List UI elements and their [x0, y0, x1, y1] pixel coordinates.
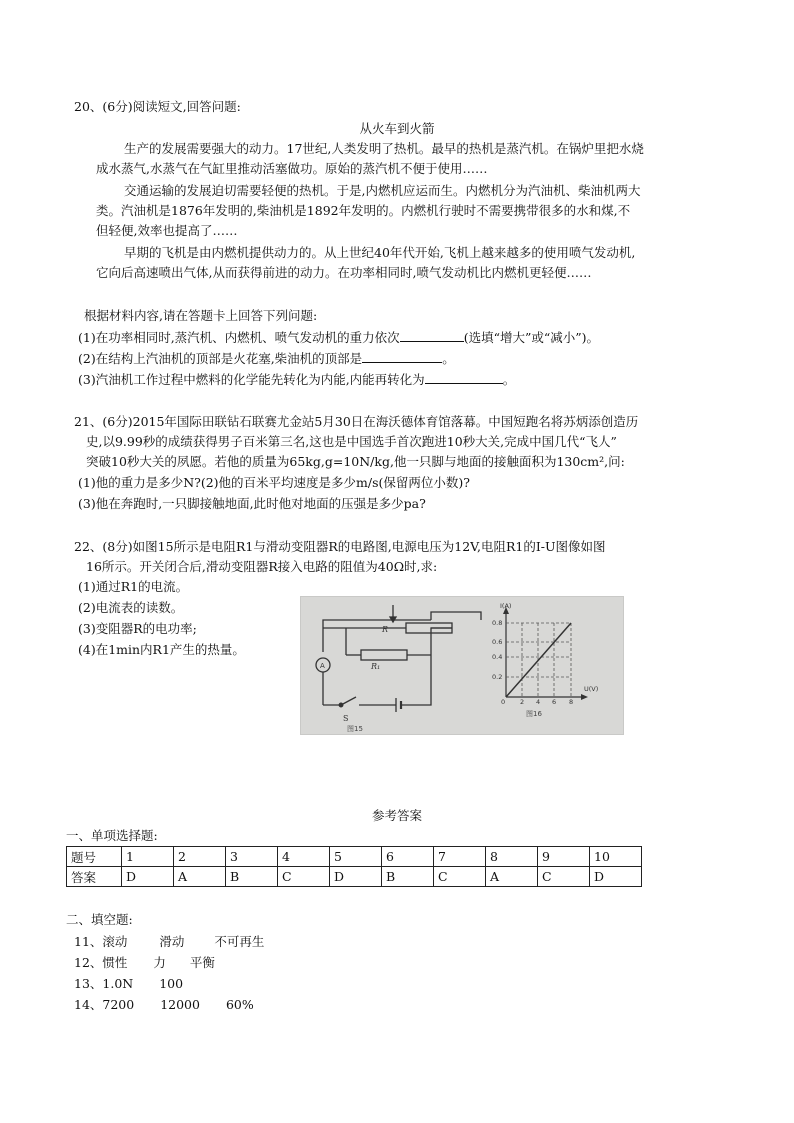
- answer-12: [74, 953, 215, 973]
- slider-arrow-head: [390, 617, 396, 622]
- q22-sub2: (2)电流表的读数。: [78, 600, 184, 615]
- iu-graph: [503, 607, 588, 700]
- section1-heading: 一、单项选择题:: [66, 828, 158, 843]
- graph-labels: [492, 602, 598, 706]
- table-cell: 7: [434, 847, 486, 867]
- q20-sub3-blank: [425, 369, 503, 384]
- q20-sub2: [78, 348, 455, 369]
- q20-instruction: 根据材料内容,请在答题卡上回答下列问题:: [84, 308, 318, 323]
- table-cell: 1: [122, 847, 174, 867]
- table-row-answers: [67, 867, 642, 887]
- x-tick-8: 8: [569, 698, 574, 706]
- answer-12-c: 平衡: [189, 955, 215, 970]
- q20-sub1-text: (1)在功率相同时,蒸汽机、内燃机、喷气发动机的重力依次: [78, 330, 400, 345]
- q20-para2-line1: 交通运输的发展迫切需要轻便的热机。于是,内燃机应运而生。内燃机分为汽油机、柴油机两大: [124, 183, 641, 198]
- label-r: R: [382, 625, 389, 634]
- answer-14-b: 12000: [160, 997, 200, 1012]
- q20-sub3-suffix: 。: [502, 372, 516, 387]
- fig15-caption: 图15: [347, 725, 363, 733]
- x-tick-4: 4: [536, 698, 541, 706]
- circuit-diagram: [316, 605, 481, 712]
- table-cell: 10: [590, 847, 642, 867]
- q21-line5: (3)他在奔跑时,一只脚接触地面,此时他对地面的压强是多少pa?: [78, 496, 426, 511]
- section2-heading: 二、填空题:: [66, 912, 133, 927]
- q20-article-title: 从火车到火箭: [359, 121, 435, 136]
- x-axis-arrow: [581, 694, 588, 700]
- table-cell: B: [382, 867, 434, 887]
- q20-para2-line2: 类。汽油机是1876年发明的,柴油机是1892年发明的。内燃机行驶时不需要携带很多的水和煤,不: [96, 203, 631, 218]
- q20-para1-line2: 成水蒸气,水蒸气在气缸里推动活塞做功。原始的蒸汽机不便于使用……: [96, 161, 488, 176]
- y-tick-0.8: 0.8: [492, 619, 503, 627]
- switch-pivot: [339, 703, 343, 707]
- q20-sub1-suffix: (选填“增大”或“减小”)。: [463, 330, 600, 345]
- table-cell: D: [590, 867, 642, 887]
- table-cell: 4: [278, 847, 330, 867]
- answer-11-b: 滑动: [159, 934, 185, 949]
- q20-sub2-text: (2)在结构上汽油机的顶部是火花塞,柴油机的顶部是: [78, 351, 363, 366]
- table-cell: 5: [330, 847, 382, 867]
- q21-line1: 21、(6分)2015年国际田联钻石联赛尤金站5月30日在海沃德体育馆落幕。中国短跑名将苏炳添创造历: [74, 414, 639, 429]
- q22-sub1: (1)通过R1的电流。: [78, 579, 189, 594]
- iu-line: [506, 623, 571, 697]
- answer-13: [74, 974, 183, 994]
- table-cell: 题号: [67, 847, 122, 867]
- table-cell: B: [226, 867, 278, 887]
- q20-para3-line2: 它向后高速喷出气体,从而获得前进的动力。在功率相同时,喷气发动机比内燃机更轻便……: [96, 265, 592, 280]
- table-cell: A: [486, 867, 538, 887]
- table-cell: 8: [486, 847, 538, 867]
- q20-sub3-text: (3)汽油机工作过程中燃料的化学能先转化为内能,内能再转化为: [78, 372, 425, 387]
- x-tick-2: 2: [520, 698, 525, 706]
- table-cell: C: [538, 867, 590, 887]
- q21-line4: (1)他的重力是多少N?(2)他的百米平均速度是多少m/s(保留两位小数)?: [78, 475, 470, 490]
- q20-sub1: [78, 327, 599, 348]
- wire-top-left: [323, 620, 431, 652]
- table-cell: 2: [174, 847, 226, 867]
- table-cell: D: [122, 867, 174, 887]
- fig16-caption: 图16: [526, 710, 542, 718]
- q22-line2: 16所示。开关闭合后,滑动变阻器R接入电路的阻值为40Ω时,求:: [86, 559, 438, 574]
- q22-line1: 22、(8分)如图15所示是电阻R1与滑动变阻器R的电路图,电源电压为12V,电阻R1的I-U图像如图: [74, 539, 606, 554]
- resistor-r1: [361, 650, 407, 660]
- table-cell: A: [174, 867, 226, 887]
- answer-13-b: 100: [159, 976, 184, 991]
- switch-lever: [341, 697, 356, 705]
- q21-line2: 史,以9.99秒的成绩获得男子百米第三名,这也是中国选手首次跑进10秒大关,完成中国几代“飞人”: [86, 434, 617, 449]
- wire-right-bottom: [401, 655, 431, 705]
- y-tick-0.2: 0.2: [492, 673, 503, 681]
- figure-svg: [301, 597, 623, 734]
- answer-14-c: 60%: [225, 997, 254, 1012]
- answer-12-b: 力: [153, 955, 166, 970]
- table-cell: 9: [538, 847, 590, 867]
- q20-header: 20、(6分)阅读短文,回答问题:: [74, 99, 241, 114]
- q22-sub3: (3)变阻器R的电功率;: [78, 621, 197, 636]
- table-cell: C: [434, 867, 486, 887]
- x-axis-label: U(V): [584, 685, 599, 693]
- table-cell: 3: [226, 847, 278, 867]
- q20-para3-line1: 早期的飞机是由内燃机提供动力的。从上世纪40年代开始,飞机上越来越多的使用喷气发动机,: [124, 245, 636, 260]
- table-cell: D: [330, 867, 382, 887]
- label-ammeter: A: [320, 662, 325, 670]
- table-cell: 6: [382, 847, 434, 867]
- figure-15-16: [300, 596, 624, 735]
- answer-12-a: 12、惯性: [74, 955, 128, 970]
- q21-line3: 突破10秒大关的夙愿。若他的质量为65kg,g=10N/kg,他一只脚与地面的接触面积为130cm²,问:: [86, 454, 625, 469]
- answer-11: [74, 932, 264, 952]
- answer-14: [74, 995, 254, 1015]
- table-cell: 答案: [67, 867, 122, 887]
- q20-para1-line1: 生产的发展需要强大的动力。17世纪,人类发明了热机。最早的热机是蒸汽机。在锅炉里把水烧: [124, 141, 644, 156]
- table-row-numbers: [67, 847, 642, 867]
- q20-para2-line3: 但轻便,效率也提高了……: [96, 223, 238, 238]
- answer-11-a: 11、滚动: [74, 934, 128, 949]
- answer-13-a: 13、1.0N: [74, 976, 134, 991]
- q22-sub4: (4)在1min内R1产生的热量。: [78, 642, 245, 657]
- y-axis-label: I(A): [500, 602, 512, 610]
- label-r1: R₁: [371, 662, 381, 671]
- y-tick-0.6: 0.6: [492, 638, 503, 646]
- answers-title: 参考答案: [371, 808, 422, 823]
- wire-right-branch: [431, 628, 452, 655]
- x-tick-6: 6: [552, 698, 557, 706]
- origin-label: 0: [501, 698, 506, 706]
- label-switch: S: [343, 714, 349, 723]
- answer-14-a: 14、7200: [74, 997, 135, 1012]
- table-cell: C: [278, 867, 330, 887]
- q20-sub3: [78, 369, 515, 390]
- answer-table: [66, 846, 642, 887]
- q20-sub1-blank: [400, 327, 464, 342]
- q20-sub2-blank: [362, 348, 442, 363]
- answer-11-c: 不可再生: [214, 934, 265, 949]
- y-tick-0.4: 0.4: [492, 653, 503, 661]
- q20-sub2-suffix: 。: [442, 351, 455, 366]
- wire-resistor-r-top: [431, 612, 481, 620]
